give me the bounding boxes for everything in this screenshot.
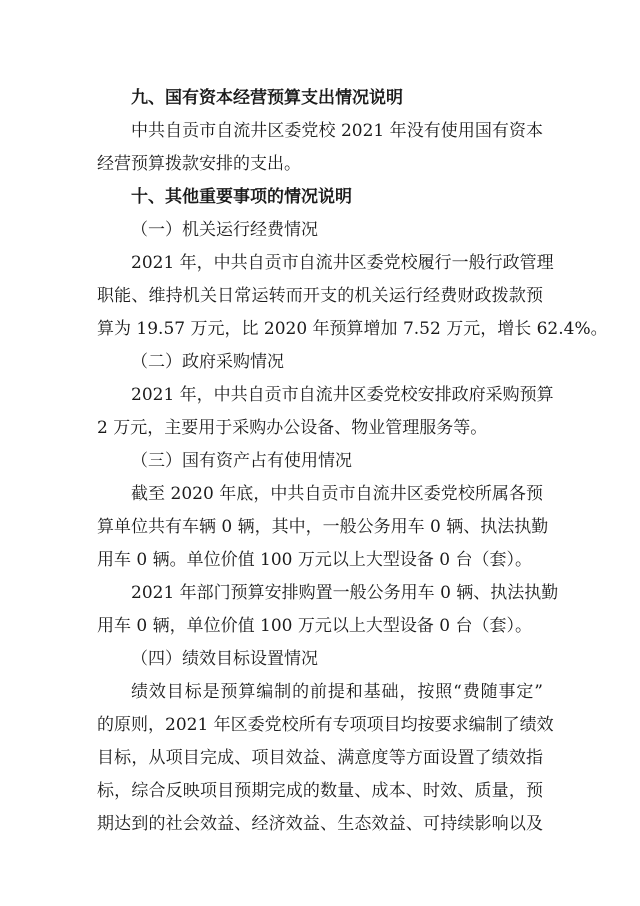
paragraph-line: 目标，从项目完成、项目效益、满意度等方面设置了绩效指: [97, 748, 543, 768]
paragraph-line: 2 万元，主要用于采购办公设备、物业管理服务等。: [97, 418, 488, 438]
paragraph-line: 期达到的社会效益、经济效益、生态效益、可持续影响以及: [97, 814, 543, 834]
paragraph-line: 算为 19.57 万元，比 2020 年预算增加 7.52 万元，增长 62.4%。: [97, 319, 608, 339]
paragraph-line: 经营预算拨款安排的支出。: [97, 154, 301, 174]
paragraph-line: 用车 0 辆，单位价值 100 万元以上大型设备 0 台（套）。: [97, 616, 533, 636]
section-10-heading: 十、其他重要事项的情况说明: [131, 187, 352, 207]
paragraph-line: 2021 年部门预算安排购置一般公务用车 0 辆、执法执勤: [131, 583, 559, 603]
paragraph-line: 的原则，2021 年区委党校所有专项项目均按要求编制了绩效: [97, 715, 554, 735]
paragraph-line: 2021 年，中共自贡市自流井区委党校安排政府采购预算: [131, 385, 554, 405]
subsection-3-heading: （三）国有资产占有使用情况: [131, 451, 352, 471]
paragraph-line: 算单位共有车辆 0 辆，其中，一般公务用车 0 辆、执法执勤: [97, 517, 549, 537]
subsection-3-paragraph-2: [97, 577, 559, 643]
section-9-paragraph: [97, 115, 543, 181]
subsection-3-paragraph: [97, 478, 549, 577]
paragraph-line: 职能、维持机关日常运转而开支的机关运行经费财政拨款预: [97, 286, 543, 306]
paragraph-line: 用车 0 辆。单位价值 100 万元以上大型设备 0 台（套）。: [97, 550, 533, 570]
paragraph-line: 中共自贡市自流井区委党校 2021 年没有使用国有资本: [131, 121, 543, 141]
subsection-4-paragraph: [97, 676, 554, 841]
subsection-4-heading: （四）绩效目标设置情况: [131, 649, 318, 669]
subsection-1-paragraph: [97, 247, 608, 346]
subsection-1-heading: （一）机关运行经费情况: [131, 220, 318, 240]
subsection-2-heading: （二）政府采购情况: [131, 352, 284, 372]
paragraph-line: 截至 2020 年底，中共自贡市自流井区委党校所属各预: [131, 484, 543, 504]
subsection-2-paragraph: [97, 379, 554, 445]
paragraph-line: 绩效目标是预算编制的前提和基础，按照“费随事定”: [131, 682, 543, 702]
paragraph-line: 标，综合反映项目预期完成的数量、成本、时效、质量，预: [97, 781, 543, 801]
section-9-heading: 九、国有资本经营预算支出情况说明: [131, 88, 403, 108]
paragraph-line: 2021 年，中共自贡市自流井区委党校履行一般行政管理: [131, 253, 554, 273]
document-body: [97, 82, 608, 841]
